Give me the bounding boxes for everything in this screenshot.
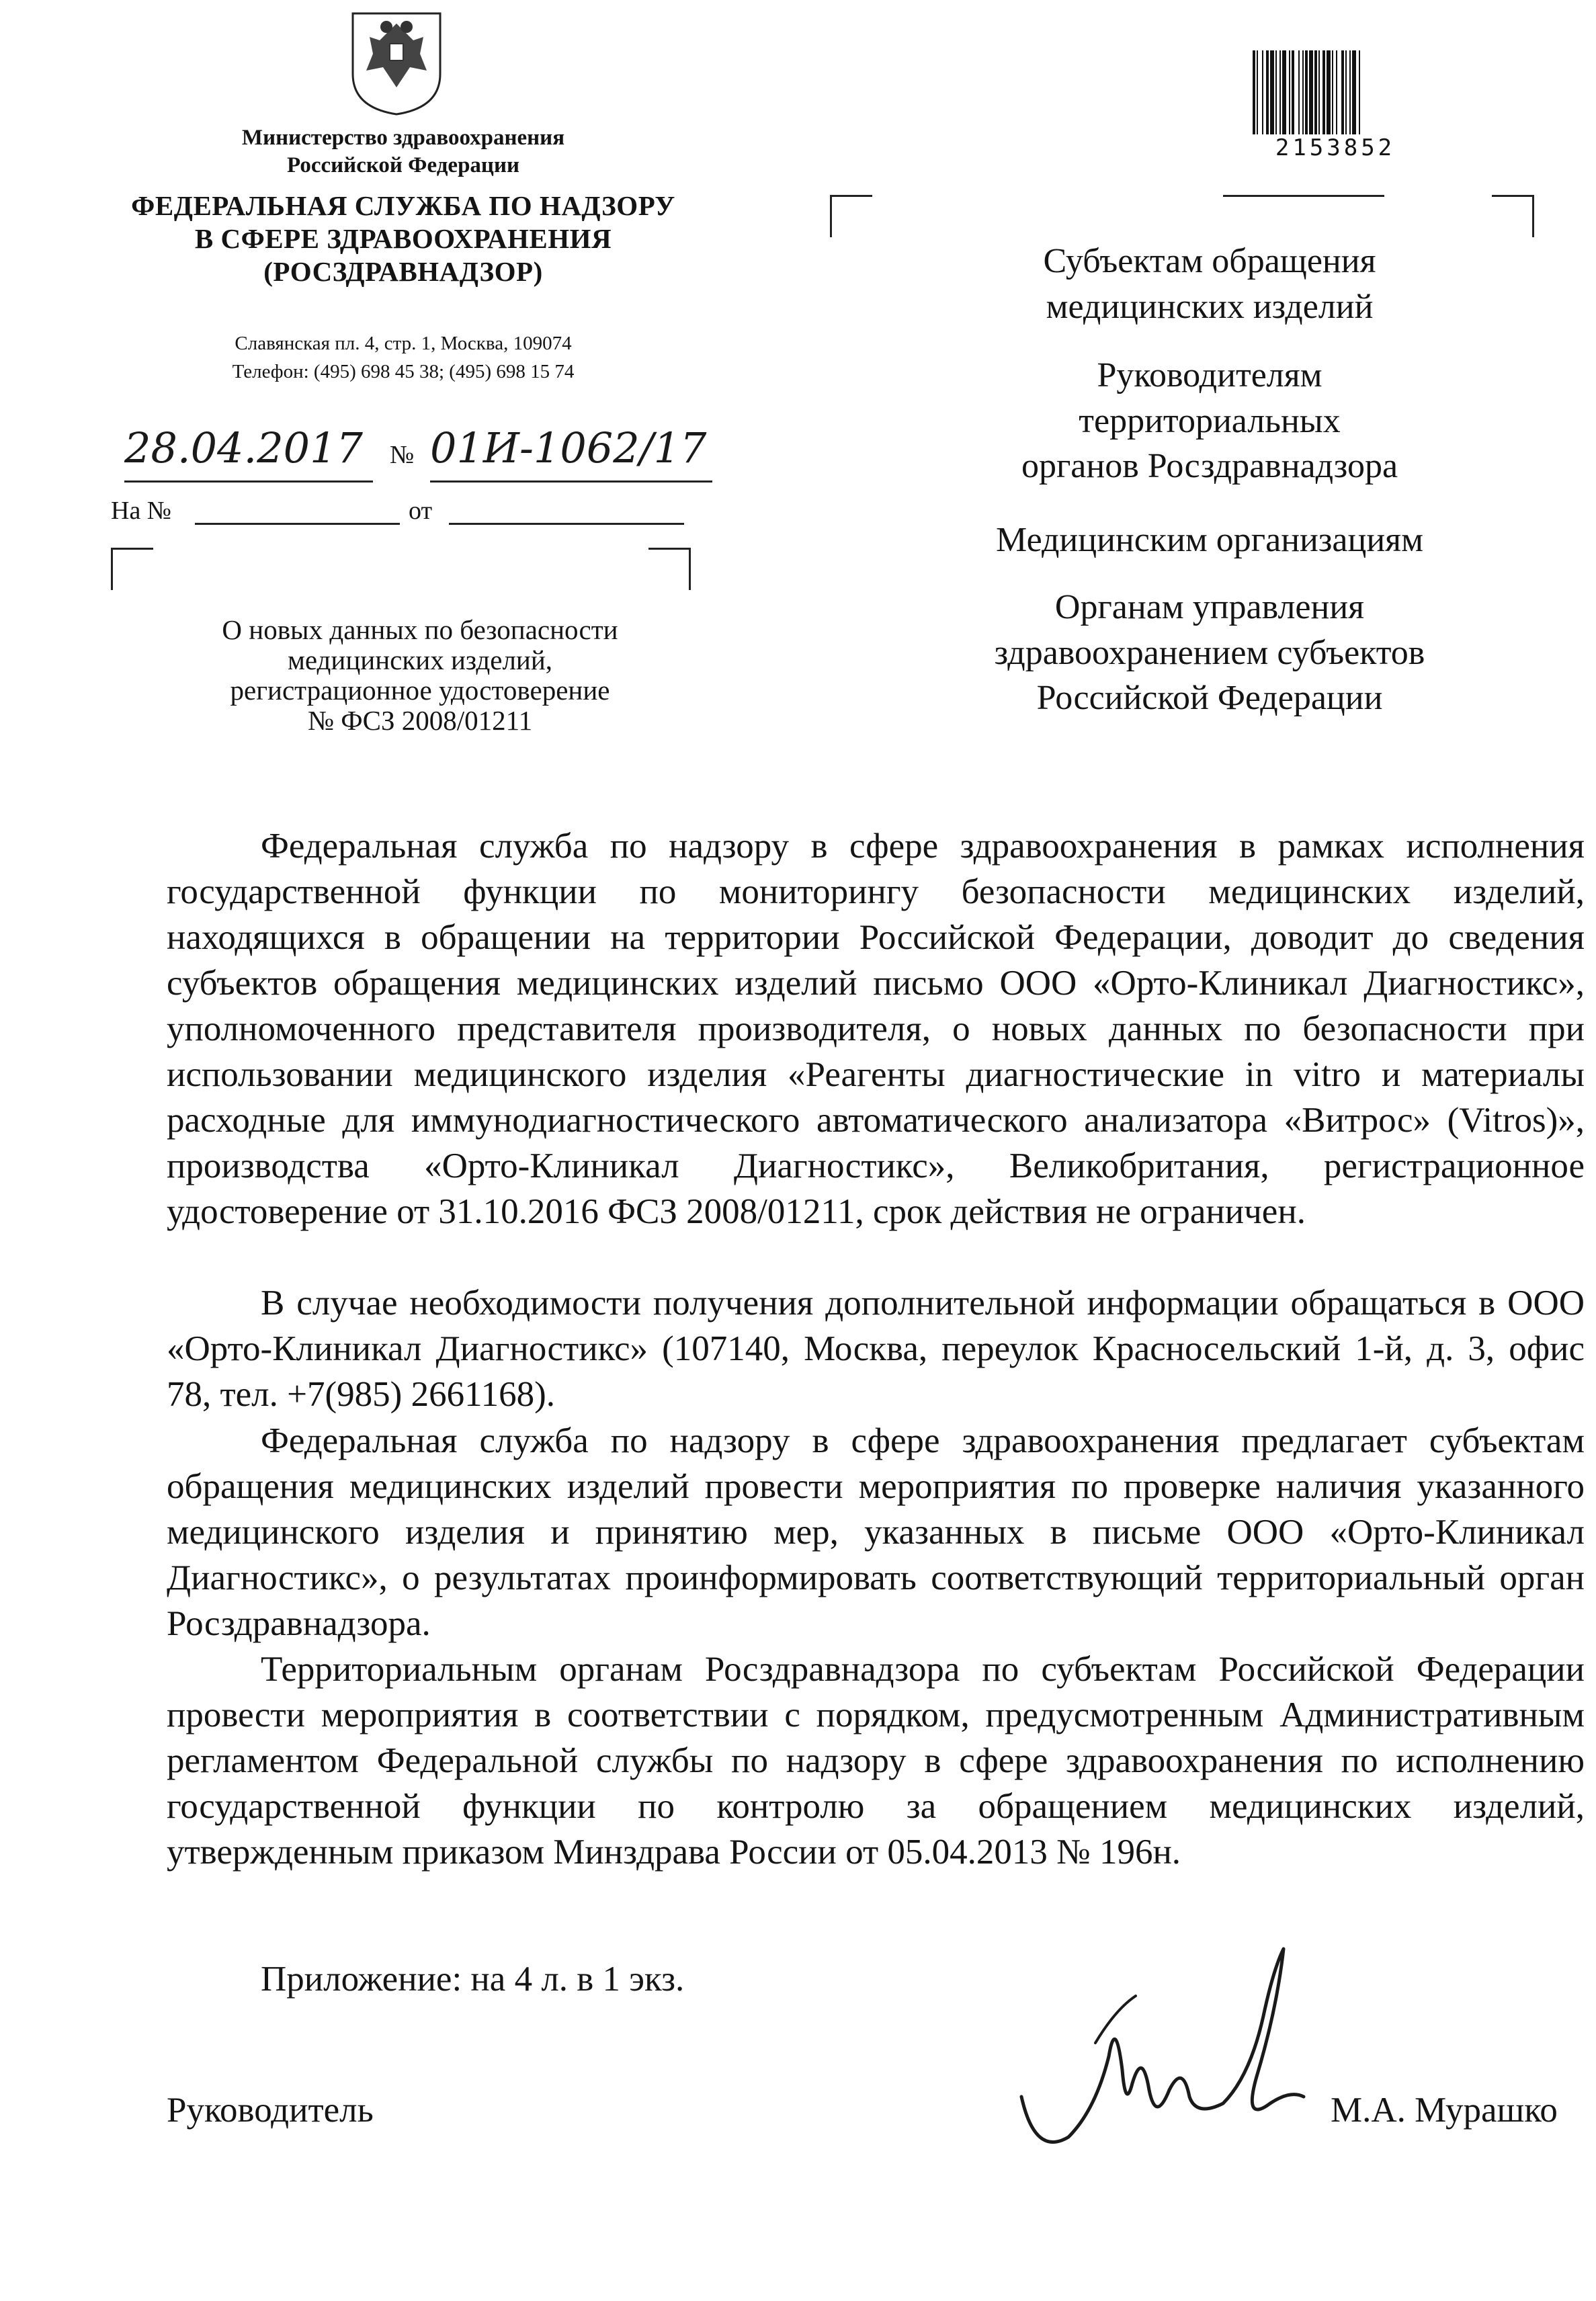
subject-line-4: № ФСЗ 2008/01211 [307,705,533,737]
barcode-bar [1314,50,1317,134]
barcode-graphic [1251,50,1419,134]
date-underline [124,480,373,483]
addressee-3 [934,517,1485,563]
addressee-2-line-3: органов Росздравнадзора [1021,447,1398,486]
registration-date: 28.04.2017 [124,423,363,472]
barcode-bar [1336,50,1337,134]
ministry-name [121,124,685,180]
barcode-bar [1289,50,1290,134]
signatory-name: М.А. Мурашко [1331,2091,1558,2130]
barcode-bar [1359,50,1360,134]
barcode-bar [1309,50,1313,134]
addressee-1-line-1: Субъектам обращения [1043,242,1376,280]
body-paragraph-2: В случае необходимости получения дополнительной информации обращаться в ООО «Орто-Клиникал Диагностикс» (107140, Москва, переулок Красносельский 1-й, д. 3, офис 78, тел. +7(985) 2661168). [167,1284,1585,1414]
barcode-bar [1262,50,1263,134]
barcode-bar [1279,50,1281,134]
contact-info [101,329,706,386]
barcode-bar [1275,50,1277,134]
reference-number-line [195,523,400,525]
reference-date-line [449,523,684,525]
service-line-3: (РОСЗДРАВНАДЗОР) [263,256,543,288]
addressee-1 [934,239,1485,329]
barcode-bar [1349,50,1351,134]
attachment-note: Приложение: на 4 л. в 1 экз. [261,1960,685,1999]
subject-line-1: О новых данных по безопасности [222,614,618,645]
registration-number: 01И-1062/17 [430,423,707,472]
service-name [101,190,706,289]
body-paragraph-4: Территориальным органам Росздравнадзора по субъектам Российской Федерации провести мероприятия в соответствии с порядком, предусмотренным Административным регламентом Федеральной службы по надзору в сфере здравоохранения по исполнению государственной функции по контролю за обращением медицинских изделий, утвержденным приказом Минздрава России от 05.04.2013 № 196н. [167,1650,1585,1872]
barcode-bar [1341,50,1344,134]
coat-of-arms-emblem [339,7,454,118]
service-line-2: В СФЕРЕ ЗДРАВООХРАНЕНИЯ [194,223,612,255]
addressee-4-line-3: Российской Федерации [1036,679,1383,718]
addressee-4-line-1: Органам управления [1054,588,1365,626]
ministry-line-2: Российской Федерации [287,153,519,178]
subject-line-3: регистрационное удостоверение [230,675,610,706]
barcode-bar [1266,50,1269,134]
barcode-bar [1253,50,1255,134]
barcode-bar [1327,50,1331,134]
body-paragraph-1: Федеральная служба по надзору в сфере здравоохранения в рамках исполнения государственной функции по мониторингу безопасности медицинских изделий, находящихся в обращении на территории Российской Федерации, доводит до сведения субъектов обращения медицинских изделий письмо ООО «Орто-Клиникал Диагностикс», уполномоченного представителя производителя, о новых данных по безопасности при использовании медицинского изделия «Реагенты диагностические in vitro и материалы расходные для иммунодиагностического автоматического анализатора «Витрос» (Vitros)», производства «Орто-Клиникал Диагностикс», Великобритания, регистрационное удостоверение от 31.10.2016 ФСЗ 2008/01211, срок действия не ограничен. [167,827,1585,1231]
barcode-bar [1345,50,1347,134]
barcode-bar [1292,50,1294,134]
subject-corner-left [111,548,153,590]
addressee-2 [934,353,1485,489]
phone-line: Телефон: (495) 698 45 38; (495) 698 15 74 [232,361,575,383]
number-underline [430,480,712,483]
addressee-top-line [1223,195,1384,197]
barcode-bar [1305,50,1308,134]
reference-label: На № [111,497,172,525]
reference-from-label: от [409,497,433,525]
subject-block [161,615,679,736]
body-paragraph-3: Федеральная служба по надзору в сфере здравоохранения предлагает субъектам обращения медицинских изделий провести мероприятия по проверке наличия указанного медицинского изделия и принятию мер, указанных в письме ООО «Орто-Клиникал Диагностикс», о результатах проинформировать соответствующий территориальный орган Росздравнадзора. [167,1421,1585,1643]
addressee-corner-left [830,195,872,237]
addressee-2-line-2: территориальных [1079,401,1341,440]
subject-corner-right [648,548,691,590]
number-sign: № [390,441,415,469]
barcode-bar [1332,50,1333,134]
ministry-line-1: Министерство здравоохранения [241,126,565,150]
barcode-bar [1322,50,1325,134]
barcode-bar [1302,50,1304,134]
barcode-bar [1318,50,1320,134]
barcode-bar [1282,50,1286,134]
addressee-4-line-2: здравоохранением субъектов [994,633,1425,672]
addressee-corner-right [1492,195,1534,237]
barcode-bar [1270,50,1274,134]
barcode-number: 2153852 [1275,134,1396,161]
address-line: Славянская пл. 4, стр. 1, Москва, 109074 [235,333,572,354]
service-line-1: ФЕДЕРАЛЬНАЯ СЛУЖБА ПО НАДЗОРУ [131,190,675,221]
barcode-bar [1352,50,1356,134]
addressee-2-line-1: Руководителям [1097,356,1322,394]
addressee-1-line-2: медицинских изделий [1046,287,1374,326]
signatory-role: Руководитель [167,2091,374,2130]
addressee-4 [934,585,1485,721]
barcode-bar [1257,50,1258,134]
subject-line-2: медицинских изделий, [287,644,553,676]
barcode-bar [1298,50,1300,134]
addressee-3-line-1: Медицинским организациям [996,521,1423,559]
handwritten-signature [1008,1935,1317,2171]
